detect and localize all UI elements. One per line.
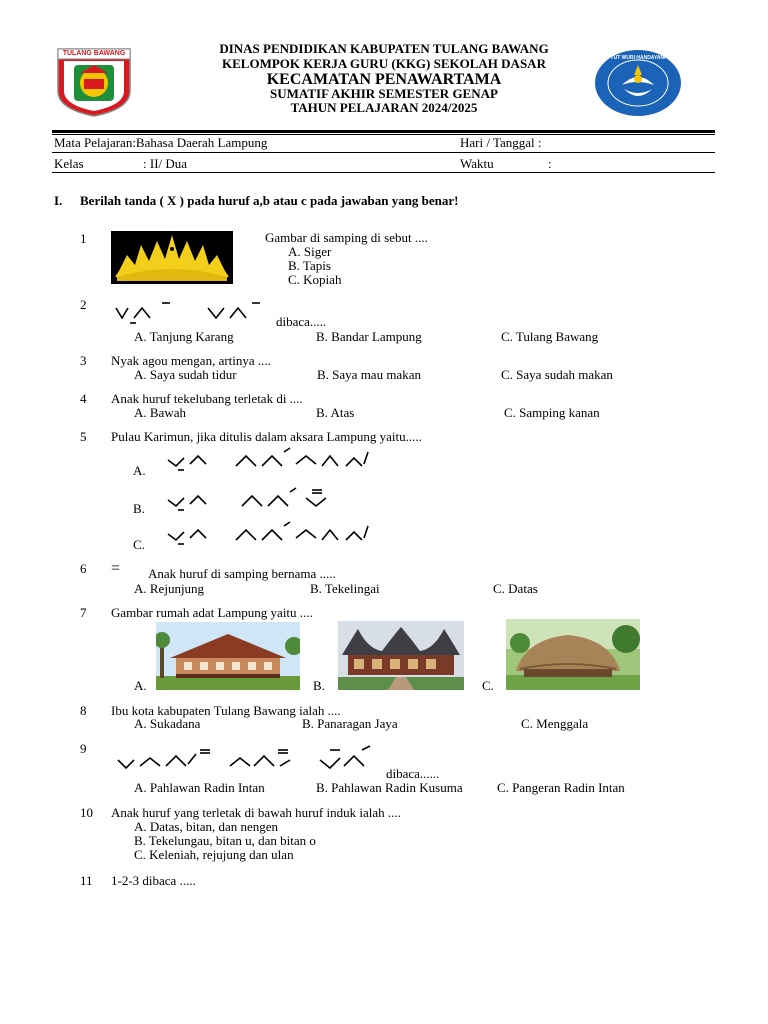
info-waktu-colon: : [548,156,552,171]
q10-number: 10 [80,805,93,820]
header-rule-thick [52,130,715,133]
q4-option-a[interactable]: A. Bawah [134,405,186,420]
info-mapel: Mata Pelajaran:Bahasa Daerah Lampung [54,135,268,150]
q4-number: 4 [80,391,87,406]
siger-crown-image [111,231,233,284]
info-rule-1 [52,152,715,153]
q6-option-b[interactable]: B. Tekelingai [310,581,380,596]
q3-option-c[interactable]: C. Saya sudah makan [501,367,613,382]
q8-number: 8 [80,703,87,718]
q1-option-c[interactable]: C. Kopiah [288,272,342,287]
header-line-3: KECAMATAN PENAWARTAMA [266,71,502,88]
q5-option-b[interactable]: B. [133,501,145,516]
q9-lampung-script [114,744,386,774]
q2-number: 2 [80,297,87,312]
q1-number: 1 [80,231,87,246]
q1-text: Gambar di samping di sebut .... [265,230,428,245]
q5-number: 5 [80,429,87,444]
q7-option-c[interactable]: C. [482,678,494,693]
q5-option-c[interactable]: C. [133,537,145,552]
q10-option-a[interactable]: A. Datas, bitan, dan nengen [134,819,279,834]
q8-option-a[interactable]: A. Sukadana [134,716,201,731]
logo-left-text: TULANG BAWANG [62,50,126,57]
q5-option-a-script [166,446,370,472]
q10-option-b[interactable]: B. Tekelungau, bitan u, dan bitan o [134,833,316,848]
q11-number: 11 [80,873,93,888]
q5-option-c-script [166,520,370,546]
q9-option-a[interactable]: A. Pahlawan Radin Intan [134,780,265,795]
q10-option-c[interactable]: C. Keleniah, rejujung dan ulan [134,847,294,862]
q3-text: Nyak agou mengan, artinya .... [111,353,271,368]
q3-option-a[interactable]: A. Saya sudah tidur [134,367,237,382]
q2-lampung-script [112,298,272,326]
q4-option-b[interactable]: B. Atas [316,405,355,420]
q2-option-b[interactable]: B. Bandar Lampung [316,329,422,344]
q5-text: Pulau Karimun, jika ditulis dalam aksara Lampung yaitu..... [111,429,422,444]
q1-option-b[interactable]: B. Tapis [288,258,331,273]
q4-text: Anak huruf tekelubang terletak di .... [111,391,303,406]
section-number: I. [54,193,63,208]
q6-text: Anak huruf di samping bernama ..... [148,566,336,581]
q8-option-c[interactable]: C. Menggala [521,716,589,731]
q10-text: Anak huruf yang terletak di bawah huruf induk ialah .... [111,805,401,820]
info-waktu-label: Waktu [460,156,494,171]
info-kelas-value: : II/ Dua [143,156,188,171]
q9-option-c[interactable]: C. Pangeran Radin Intan [497,780,625,795]
logo-right-text: TUT WURI HANDAYANI [610,55,666,61]
info-rule-2 [52,172,715,173]
header-line-1: DINAS PENDIDIKAN KABUPATEN TULANG BAWANG [219,41,549,56]
header-line-5: TAHUN PELAJARAN 2024/2025 [290,100,478,115]
info-hari: Hari / Tanggal : [460,135,542,150]
q2-tail: dibaca..... [276,314,327,329]
q1-option-a[interactable]: A. Siger [288,244,332,259]
info-kelas-label: Kelas [54,156,84,171]
q5-option-b-script [166,486,338,512]
q9-option-b[interactable]: B. Pahlawan Radin Kusuma [316,780,463,795]
rumah-gadang-image [338,621,464,690]
q7-option-b[interactable]: B. [313,678,325,693]
q3-option-b[interactable]: B. Saya mau makan [317,367,421,382]
q8-text: Ibu kota kabupaten Tulang Bawang ialah .... [111,703,341,718]
q8-option-b[interactable]: B. Panaragan Jaya [302,716,398,731]
q7-text: Gambar rumah adat Lampung yaitu .... [111,605,313,620]
honai-hut-image [506,619,640,690]
q9-number: 9 [80,741,87,756]
q11-text: 1-2-3 dibaca ..... [111,873,196,888]
q6-symbol: = [111,560,121,577]
q7-number: 7 [80,605,87,620]
header-line-2: KELOMPOK KERJA GURU (KKG) SEKOLAH DASAR [222,56,546,71]
q5-option-a[interactable]: A. [133,463,146,478]
section-instruction: Berilah tanda ( X ) pada huruf a,b atau c pada jawaban yang benar! [80,193,459,208]
q3-number: 3 [80,353,87,368]
rumah-adat-lampung-image [156,622,300,690]
q2-option-a[interactable]: A. Tanjung Karang [134,329,234,344]
q4-option-c[interactable]: C. Samping kanan [504,405,600,420]
q6-option-a[interactable]: A. Rejunjung [134,581,205,596]
q7-option-a[interactable]: A. [134,678,147,693]
q2-option-c[interactable]: C. Tulang Bawang [501,329,599,344]
q6-option-c[interactable]: C. Datas [493,581,538,596]
q6-number: 6 [80,561,87,576]
header-line-4: SUMATIF AKHIR SEMESTER GENAP [270,86,498,101]
q9-tail: dibaca...... [386,766,440,781]
